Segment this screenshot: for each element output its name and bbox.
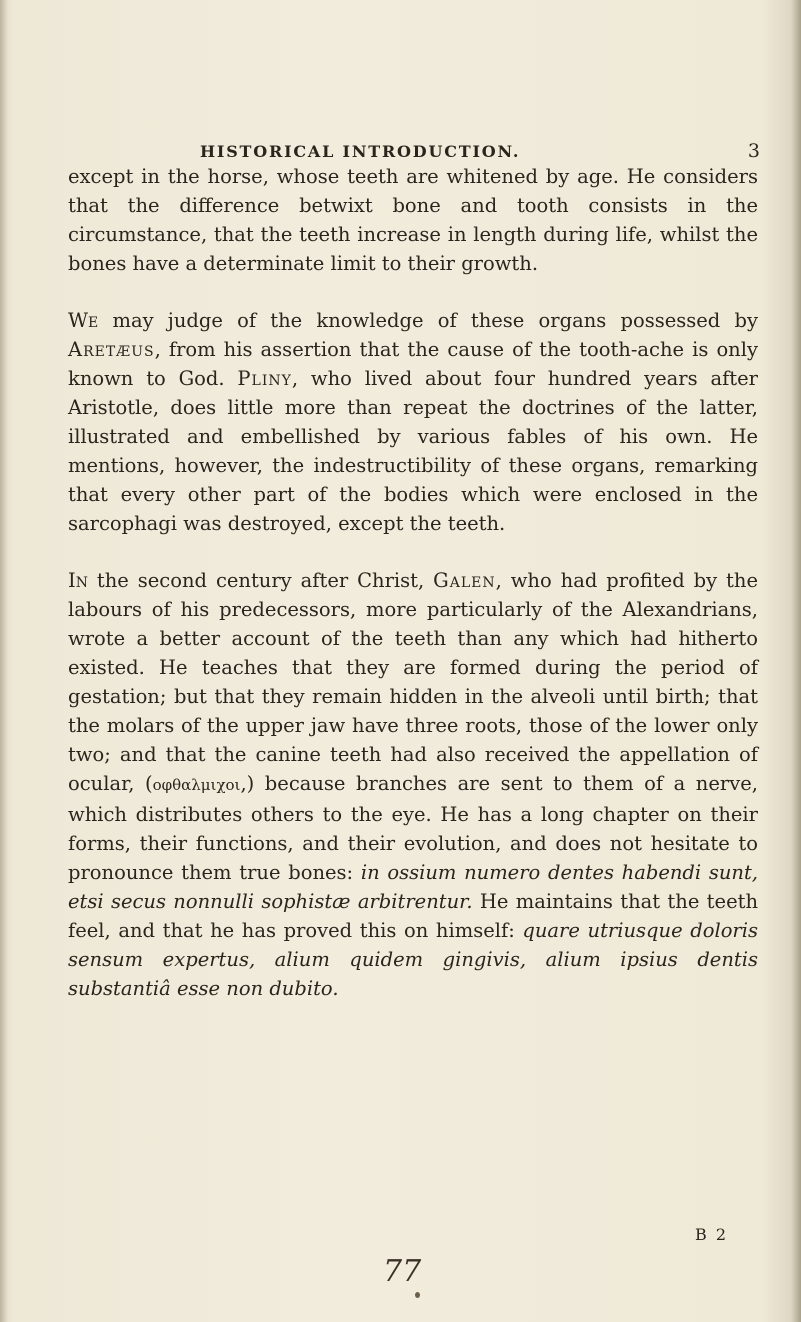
page-edge-shadow xyxy=(791,0,801,1322)
paragraph-2: We may judge of the knowledge of these organs possessed by Aretæus, from his assertion that the cause of the tooth-ache is only known to God. Pliny, who lived about four hundred years after Aristotle, does little more than repeat the doctrines of the latter, illustrated and embellished by various fables of his own. He mentions, however, the indestructibility of these organs, remarking that every other part of the bodies which were enclosed in the sarcophagi was destroyed, except the teeth. xyxy=(68,309,758,535)
name-pliny: Pliny xyxy=(237,367,292,390)
greek-term: οφθαλμιχοι xyxy=(152,776,241,794)
paragraph-1: except in the horse, whose teeth are whitened by age. He considers that the difference betwixt bone and tooth consists in the circumstance, that the teeth increase in length during life, whilst the bones have a determinate limit to their growth. xyxy=(68,165,758,275)
paragraph-3: In the second century after Christ, Galen, who had profited by the labours of his predecessors, more particularly of the Alexandrians, wrote a better account of the teeth than any which had hitherto existed. He teaches that they are formed during the period of gestation; but that they remain hidden in the alveoli until birth; that the molars of the upper jaw have three roots, those of the lower only two; and that the canine teeth had also received the appellation of ocular, (οφθαλμιχοι,) because branches are sent to them of a nerve, which distributes others to the eye. He has a long chapter on their forms, their functions, and their evolution, and does not hesitate to pronounce them true bones: in ossium numero dentes habendi sunt, etsi secus nonnulli sophistæ arbitrentur. He maintains that the teeth feel, and that he has proved this on himself: quare utriusque doloris sensum expertus, alium quidem gingivis, alium ipsius dentis substantiâ esse non dubito. xyxy=(68,569,759,1000)
latin-quote-1: in ossium numero dentes habendi sunt, etsi secus nonnulli sophistæ arbitrentur. xyxy=(68,861,759,913)
name-aretaeus: Aretæus xyxy=(68,338,155,361)
paragraph-2-lead: We xyxy=(68,309,99,332)
running-title: HISTORICAL INTRODUCTION. xyxy=(200,142,521,161)
ink-spot xyxy=(415,1292,420,1298)
name-galen: Galen xyxy=(433,569,496,592)
page-number: 3 xyxy=(747,140,760,162)
body-text xyxy=(68,162,758,1003)
signature-mark: B 2 xyxy=(695,1225,729,1244)
latin-quote-2: quare utriusque doloris sensum expertus, alium quidem gingivis, alium ipsius dentis substantiâ esse non dubito. xyxy=(68,919,758,1000)
gutter-shadow xyxy=(0,0,8,1322)
handwritten-mark: 77 xyxy=(383,1254,422,1289)
paragraph-3-lead: In xyxy=(68,569,88,592)
